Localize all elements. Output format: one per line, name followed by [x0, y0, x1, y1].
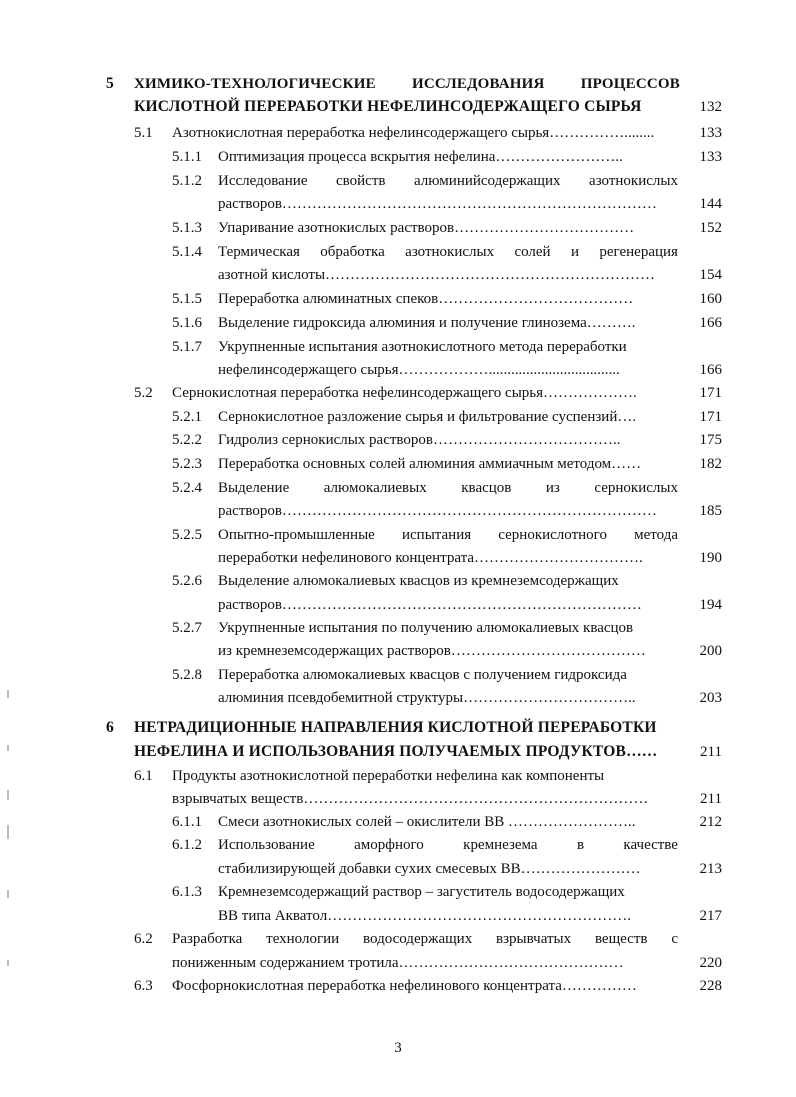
scan-mark [7, 825, 9, 839]
title-word: из [545, 480, 560, 496]
subsection-number: 5.1.2 [172, 173, 202, 189]
title-word: обработка [320, 244, 385, 260]
page-ref: 132 [699, 99, 722, 115]
title-word: Исследование [218, 173, 308, 189]
page-ref: 144 [699, 196, 722, 212]
page-ref: 175 [699, 432, 722, 448]
section-title-cont: пониженным содержанием тротила……………………………………… [172, 955, 624, 971]
section-number: 5.1 [134, 125, 153, 141]
subsection-title: Укрупненные испытания по получению алюмокалиевых квасцов [218, 620, 634, 636]
page-ref: 211 [700, 744, 722, 760]
title-word: взрывчатых [496, 931, 572, 947]
scan-mark [7, 890, 9, 898]
title-word: сернокислых [594, 480, 678, 496]
title-word: азотнокислых [405, 244, 495, 260]
page-ref: 171 [699, 385, 722, 401]
page-ref: 152 [699, 220, 722, 236]
chapter-title: НЕТРАДИЦИОННЫЕ НАПРАВЛЕНИЯ КИСЛОТНОЙ ПЕРЕРАБОТКИ [134, 719, 657, 736]
subsection-number: 5.2.7 [172, 620, 202, 636]
subsection-title [218, 479, 678, 497]
section-number: 6.2 [134, 931, 153, 947]
page-ref: 160 [699, 291, 722, 307]
subsection-number: 6.1.1 [172, 814, 202, 830]
subsection-title-cont: переработки нефелинового концентрата……………………………. [218, 550, 643, 566]
title-word: технологии [266, 931, 340, 947]
page-ref: 200 [699, 643, 722, 659]
subsection-title: Переработка алюминатных спеков………………………………… [218, 291, 634, 307]
title-word: кремнезема [463, 837, 538, 853]
section-title [172, 930, 678, 948]
subsection-number: 5.2.8 [172, 667, 202, 683]
subsection-title: Оптимизация процесса вскрытия нефелина…………………….. [218, 149, 623, 165]
subsection-number: 5.2.3 [172, 456, 202, 472]
page-ref: 133 [699, 125, 722, 141]
subsection-title: Переработка алюмокалиевых квасцов с получением гидроксида [218, 667, 627, 683]
subsection-number: 5.1.4 [172, 244, 202, 260]
section-title: Фосфорнокислотная переработка нефелинового концентрата…………… [172, 978, 637, 994]
page-ref: 212 [699, 814, 722, 830]
title-word: Использование [218, 837, 315, 853]
page-ref: 182 [699, 456, 722, 472]
subsection-title [218, 243, 678, 261]
page-ref: 166 [699, 315, 722, 331]
title-word: и [570, 244, 579, 260]
title-word: в [576, 837, 585, 853]
subsection-title-cont: растворов………………………………………………………………… [218, 503, 657, 519]
title-word: Опытно-промышленные [218, 527, 375, 543]
subsection-title-cont: ВВ типа Акватол……………………………………………………. [218, 908, 631, 924]
subsection-number: 5.2.5 [172, 527, 202, 543]
page-ref: 133 [699, 149, 722, 165]
subsection-title: Выделение алюмокалиевых квасцов из кремнеземсодержащих [218, 573, 619, 589]
title-word: Разработка [172, 931, 243, 947]
title-word: свойств [336, 173, 386, 189]
title-word: водосодержащих [363, 931, 473, 947]
page-ref: 220 [699, 955, 722, 971]
page-ref: 194 [699, 597, 722, 613]
page-number: 3 [394, 1040, 402, 1056]
section-number: 5.2 [134, 385, 153, 401]
title-word: регенерация [599, 244, 678, 260]
subsection-number: 5.2.1 [172, 409, 202, 425]
page-ref: 154 [699, 267, 722, 283]
subsection-title [218, 836, 678, 854]
title-word: Выделение [218, 480, 290, 496]
chapter-number: 6 [106, 719, 114, 736]
subsection-number: 6.1.2 [172, 837, 202, 853]
chapter-title: КИСЛОТНОЙ ПЕРЕРАБОТКИ НЕФЕЛИНСОДЕРЖАЩЕГО СЫРЬЯ [134, 98, 642, 115]
subsection-title: Смеси азотнокислых солей – окислители ВВ …………………….. [218, 814, 636, 830]
section-title: Сернокислотная переработка нефелинсодержащего сырья………………. [172, 385, 637, 401]
title-word: ПРОЦЕССОВ [580, 76, 680, 92]
section-title: Продукты азотнокислотной переработки нефелина как компоненты [172, 768, 605, 784]
subsection-title: Гидролиз сернокислых растворов……………………………….. [218, 432, 621, 448]
subsection-number: 5.1.5 [172, 291, 202, 307]
subsection-title: Укрупненные испытания азотнокислотного метода переработки [218, 339, 627, 355]
subsection-title [218, 172, 678, 190]
title-word: ИССЛЕДОВАНИЯ [411, 76, 545, 92]
chapter-title: НЕФЕЛИНА И ИСПОЛЬЗОВАНИЯ ПОЛУЧАЕМЫХ ПРОДУКТОВ…… [134, 743, 658, 760]
subsection-title-cont: из кремнеземсодержащих растворов………………………………… [218, 643, 646, 659]
section-number: 6.1 [134, 768, 153, 784]
page-ref: 190 [699, 550, 722, 566]
subsection-title-cont: азотной кислоты………………………………………………………… [218, 267, 656, 283]
title-word: солей [514, 244, 551, 260]
subsection-number: 5.1.7 [172, 339, 202, 355]
subsection-number: 5.1.1 [172, 149, 202, 165]
title-word: метода [634, 527, 678, 543]
subsection-title: Сернокислотное разложение сырья и фильтрование суспензий…. [218, 409, 637, 425]
page-ref: 166 [699, 362, 722, 378]
page-ref: 203 [699, 690, 722, 706]
subsection-number: 6.1.3 [172, 884, 202, 900]
section-number: 6.3 [134, 978, 153, 994]
subsection-number: 5.1.6 [172, 315, 202, 331]
title-word: качестве [623, 837, 678, 853]
subsection-title-cont: алюминия псевдобемитной структуры…………………………….. [218, 690, 636, 706]
title-word: азотнокислых [589, 173, 678, 189]
subsection-title [218, 526, 678, 544]
title-word: веществ [594, 931, 648, 947]
section-title: Азотнокислотная переработка нефелинсодержащего сырья……………........ [172, 125, 655, 141]
subsection-title: Кремнеземсодержащий раствор – загуститель водосодержащих [218, 884, 625, 900]
title-word: испытания [401, 527, 472, 543]
title-word: ХИМИКО-ТЕХНОЛОГИЧЕСКИЕ [134, 76, 376, 92]
subsection-number: 5.2.2 [172, 432, 202, 448]
scan-mark [7, 960, 9, 966]
title-word: аморфного [354, 837, 424, 853]
subsection-number: 5.1.3 [172, 220, 202, 236]
page-ref: 211 [700, 791, 722, 807]
page-ref: 171 [699, 409, 722, 425]
subsection-number: 5.2.4 [172, 480, 202, 496]
scan-mark [7, 790, 9, 800]
scan-mark [7, 690, 9, 698]
section-title-cont: взрывчатых веществ…………………………………………………………… [172, 791, 649, 807]
subsection-number: 5.2.6 [172, 573, 202, 589]
subsection-title: Переработка основных солей алюминия аммиачным методом…… [218, 456, 642, 472]
title-word: сернокислотного [498, 527, 607, 543]
subsection-title-cont: растворов……………………………………………………………… [218, 597, 642, 613]
subsection-title-cont: стабилизирующей добавки сухих смесевых ВВ…………………… [218, 861, 641, 877]
title-word: алюминийсодержащих [414, 173, 561, 189]
chapter-title [134, 75, 680, 93]
title-word: алюмокалиевых [323, 480, 427, 496]
title-word: с [671, 931, 678, 947]
title-word: Термическая [218, 244, 300, 260]
chapter-number: 5 [106, 75, 114, 92]
page-ref: 217 [699, 908, 722, 924]
title-word: квасцов [461, 480, 512, 496]
page-ref: 185 [699, 503, 722, 519]
page-ref: 213 [699, 861, 722, 877]
subsection-title: Выделение гидроксида алюминия и получение глинозема………. [218, 315, 636, 331]
page-ref: 228 [699, 978, 722, 994]
subsection-title: Упаривание азотнокислых растворов……………………………… [218, 220, 635, 236]
scan-mark [7, 745, 9, 751]
subsection-title-cont: нефелинсодержащего сырья………………................................... [218, 362, 620, 378]
subsection-title-cont: растворов………………………………………………………………… [218, 196, 657, 212]
